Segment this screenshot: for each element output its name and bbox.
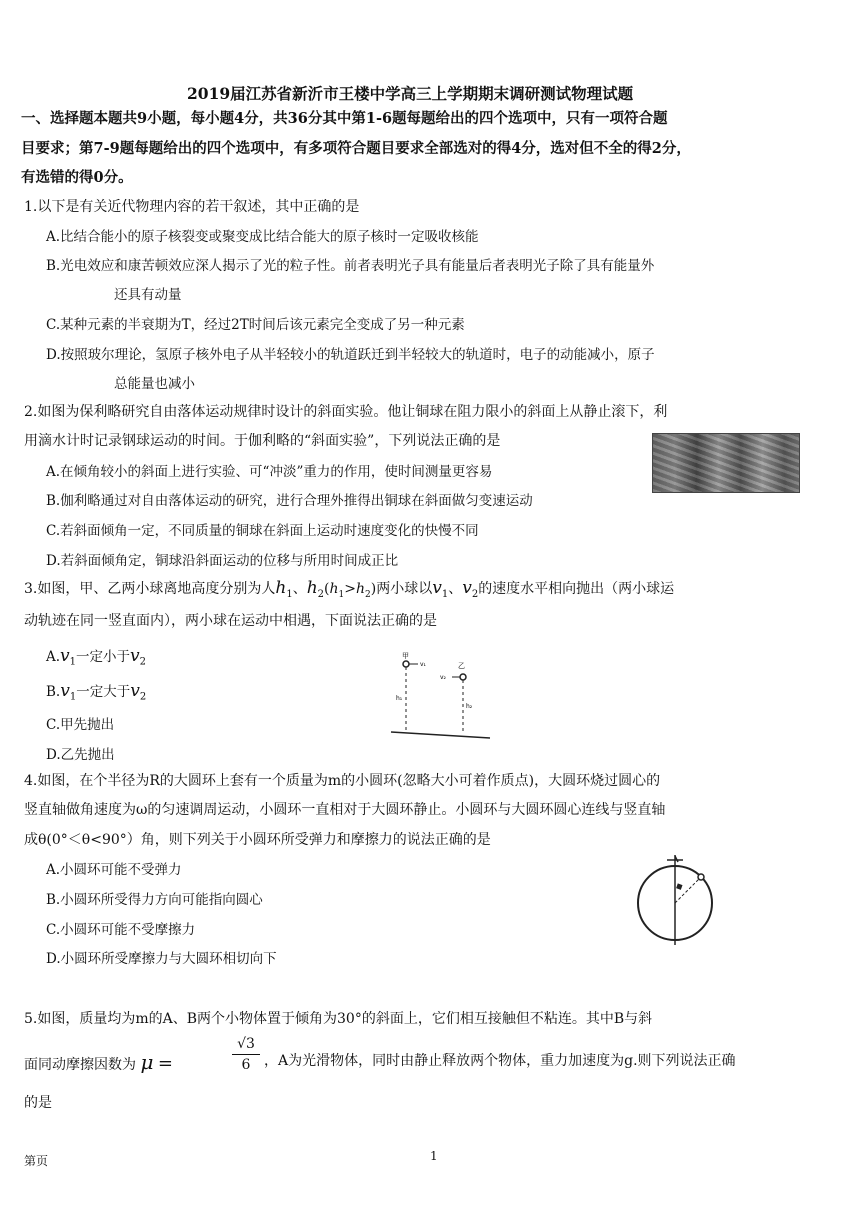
q2-stem-line2: 用滴水计时记录钢球运动的时间。于伽利略的“斜面实验”，下列说法正确的是 — [24, 433, 501, 449]
q3-option-c: C.甲先抛出 — [46, 717, 115, 733]
q1-option-c: C.某种元素的半衰期为T，经过2T时间后该元素完全变成了另一种元素 — [46, 317, 465, 333]
q1-option-a: A.比结合能小的原子核裂变或聚变成比结合能大的原子核时一定吸收核能 — [46, 229, 479, 245]
q2-stem-line1: 2.如图为保利略研究自由落体运动规律时设计的斜面实验。他让铜球在阻力限小的斜面上从静止滚下，利 — [24, 404, 668, 420]
q5-stem-line1: 5.如图，质量均为m的A、B两个小物体置于倾角为30°的斜面上，它们相互接触但不粘连。其中B与斜 — [24, 1011, 653, 1027]
q3-stem-line2: 动轨迹在同一竖直面内），两小球在运动中相遇，下面说法正确的是 — [24, 613, 437, 629]
galileo-experiment-photo — [652, 433, 800, 493]
q4-stem-line1: 4.如图，在个半径为R的大圆环上套有一个质量为m的小圆环(忽略大小可着作质点)，大圆环烧过圆心的 — [24, 773, 661, 789]
q2-option-c: C.若斜面倾角一定，不同质量的铜球在斜面上运动时速度变化的快慢不同 — [46, 523, 479, 539]
q3-option-b: $B.v_1$一定大于$v_2$ — [46, 681, 147, 703]
label-h2: h₂ — [466, 703, 473, 710]
ground-line — [391, 732, 490, 738]
q5-stem-line3: 的是 — [24, 1095, 52, 1111]
q4-option-c: C.小圆环可能不受摩擦力 — [46, 922, 196, 938]
ball-yi — [460, 674, 466, 680]
q5-stem-line2: 面同动摩擦因数为 μ = — [24, 1050, 173, 1074]
label-v2: v₂ — [440, 674, 446, 681]
section-instructions-line1: 一、选择题本题共9小题，每小题4分，共36分其中第1-6题每题给出的四个选项中，只有一项符合题 — [21, 110, 668, 127]
small-ring — [698, 874, 704, 880]
q2-option-d: D.若斜面倾角定，铜球沿斜面运动的位移与所用时间成正比 — [46, 553, 399, 569]
q1-option-b-line1: B.光电效应和康苦顿效应深人揭示了光的粒子性。前者表明光子具有能量后者表明光子除了具有能量外 — [46, 258, 655, 274]
q4-stem-line2: 竖直轴做角速度为ω的匀速调周运动，小圆环一直相对于大圆环静止。小圆环与大圆环圆心连线与竖直轴 — [24, 802, 666, 818]
section-instructions-line3: 有选错的得0分。 — [21, 169, 133, 186]
page-title: 2019届江苏省新沂市王楼中学高三上学期期末调研测试物理试题 — [187, 84, 634, 103]
section-instructions-line2: 目要求；第7-9题每题给出的四个选项中，有多项符合题目要求全部选对的得4分，选对但不全的得2分， — [21, 140, 691, 157]
label-yi: 乙 — [458, 662, 465, 670]
q2-option-a: A.在倾角较小的斜面上进行实验、可“冲淡”重力的作用，使时间测量更容易 — [46, 464, 493, 480]
label-jia: 甲 — [402, 652, 409, 660]
q3-option-a: $A.v_1$一定小于$v_2$ — [46, 646, 147, 668]
q1-stem: 1.以下是有关近代物理内容的若干叙述，其中正确的是 — [24, 199, 360, 215]
q5-fraction: √3 6 — [232, 1036, 260, 1073]
label-v1: v₁ — [420, 661, 426, 668]
label-h1: h₁ — [396, 695, 403, 702]
ball-jia — [403, 661, 409, 667]
footer-page-number: 1 — [430, 1149, 438, 1163]
q4-stem-line3: 成θ(0°＜θ<90°）角，则下列关于小圆环所受弹力和摩擦力的说法正确的是 — [24, 832, 491, 848]
footer-page-label: 第页 — [24, 1154, 49, 1168]
q1-option-b-line2: 还具有动量 — [114, 287, 182, 303]
q4-figure — [630, 852, 720, 948]
q3-option-d: D.乙先抛出 — [46, 747, 115, 763]
q4-option-d: D.小圆环所受摩擦力与大圆环相切向下 — [46, 951, 277, 967]
q3-figure — [388, 650, 493, 740]
q2-option-b: B.伽利略通过对自由落体运动的研究，进行合理外推得出铜球在斜面做匀变速运动 — [46, 493, 533, 509]
q3-stem-line1: 3.如图，甲、乙两小球离地高度分别为人$h_1$、$h_2(h_1>h_2)$两小球以$v_1$、$v_2$的速度水平相向抛出（两小球运 — [24, 578, 675, 600]
q5-stem-line2b: ，A为光滑物体，同时由静止释放两个物体，重力加速度为g.则下列说法正确 — [264, 1053, 736, 1069]
q1-option-d-line1: D.按照玻尔理论，氢原子核外电子从半轻较小的轨道跃迁到半轻较大的轨道时，电子的动能减小，原子 — [46, 347, 655, 363]
angle-mark — [676, 883, 682, 889]
q4-option-a: A.小圆环可能不受弹力 — [46, 862, 182, 878]
q1-option-d-line2: 总能量也减小 — [114, 376, 195, 392]
q4-option-b: B.小圆环所受得力方向可能指向圆心 — [46, 892, 263, 908]
